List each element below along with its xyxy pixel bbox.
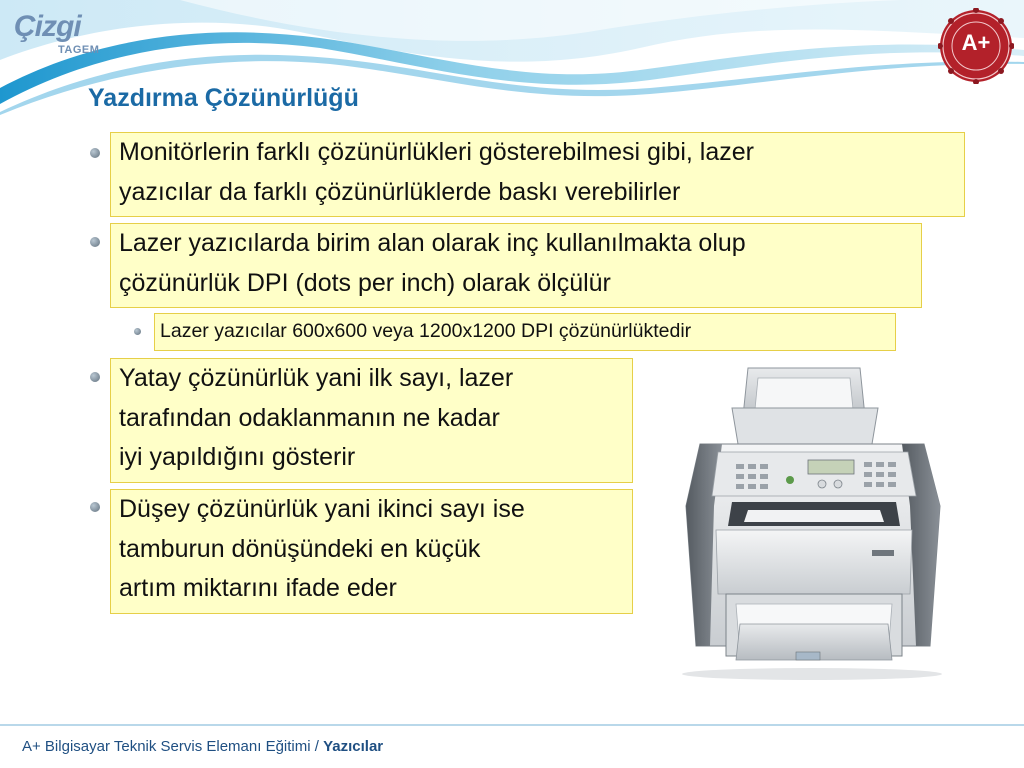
bullet-3-line-2: tarafından odaklanmanın ne kadar: [119, 403, 500, 432]
logo-main-text: Çizgi: [14, 10, 81, 43]
cizgi-tagem-logo: [14, 12, 109, 60]
bullet-marker: [90, 237, 100, 247]
bullet-3-line-3: iyi yapıldığını gösterir: [119, 443, 356, 471]
sub-bullet-marker: [134, 328, 141, 335]
footer-divider: [0, 724, 1024, 726]
bullet-4-line-1: Düşey çözünürlük yani ikinci sayı ise: [119, 495, 525, 523]
bullet-1-line-2: yazıcılar da farklı çözünürlüklerde baskı verebilirler: [119, 177, 681, 206]
bullet-1-line-1: Monitörlerin farklı çözünürlükleri gösterebilmesi gibi, lazer: [119, 138, 754, 166]
certification-seal-icon: [938, 8, 1014, 84]
logo-sub-text: TAGEM: [58, 44, 100, 56]
footer-course-title: A+ Bilgisayar Teknik Servis Elemanı Eğitimi /: [22, 738, 324, 755]
bullet-3-line-1: Yatay çözünürlük yani ilk sayı, lazer: [119, 364, 514, 392]
slide-title: Yazdırma Çözünürlüğü: [88, 84, 359, 112]
bullet-2-line-2: çözünürlük DPI (dots per inch) olarak ölçülür: [119, 268, 611, 297]
bullet-item-3: [110, 358, 633, 483]
bullet-item-4: [110, 489, 633, 614]
seal-label: A+: [961, 30, 991, 55]
footer: [22, 738, 383, 755]
bullet-item-1: [110, 132, 965, 217]
bullet-marker: [90, 372, 100, 382]
bullet-2-line-1: Lazer yazıcılarda birim alan olarak inç kullanılmakta olup: [119, 229, 746, 257]
bullet-marker: [90, 502, 100, 512]
bullet-4-line-2: tamburun dönüşündeki en küçük: [119, 534, 481, 563]
bullet-4-line-3: artım miktarını ifade eder: [119, 574, 397, 602]
bullet-item-2: [110, 223, 922, 308]
sub-bullet-item: [154, 313, 896, 351]
laser-printer-icon: [640, 356, 984, 698]
footer-section: Yazıcılar: [323, 738, 384, 755]
bullet-marker: [90, 148, 100, 158]
sub-bullet-line-1: Lazer yazıcılar 600x600 veya 1200x1200 DPI çözünürlüktedir: [160, 320, 692, 342]
